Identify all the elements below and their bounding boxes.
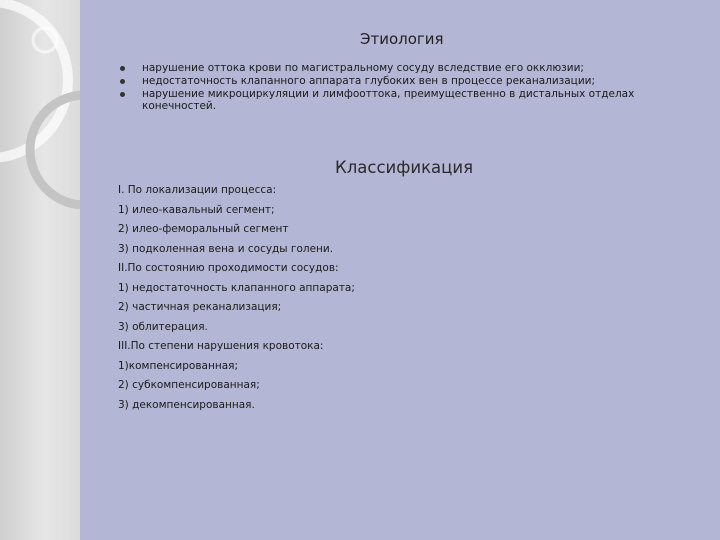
classification-title: Классификация [335, 158, 474, 177]
classification-line: 3) облитерация. [118, 320, 208, 333]
classification-list [118, 181, 355, 415]
classification-line: 1) недостаточность клапанного аппарата; [118, 281, 355, 294]
list-item-text: нарушение оттока крови по магистральному сосуду вследствие его окклюзии; [142, 62, 584, 74]
slide-content [80, 0, 720, 540]
list-item [120, 75, 710, 87]
classification-line: 2) илео-феморальный сегмент [118, 223, 289, 235]
decorative-side-panel [0, 0, 80, 540]
classification-line: 3) декомпенсированная. [118, 398, 255, 411]
list-item-text: нарушение микроциркуляции и лимфооттока, преимущественно в дистальных отделах конечностей. [142, 88, 635, 112]
decorative-ring-medium [30, 95, 80, 205]
list-item-text: недостаточность клапанного аппарата глубоких вен в процессе реканализации; [142, 75, 596, 87]
bullet-icon [120, 66, 125, 71]
classification-line: 2) частичная реканализация; [118, 301, 282, 313]
classification-line: I. По локализации процесса: [118, 184, 277, 196]
decorative-rings-graphic [0, 0, 80, 540]
etiology-list [120, 62, 710, 113]
classification-line: II.По состоянию проходимости сосудов: [118, 262, 339, 274]
list-item [120, 62, 710, 74]
etiology-title: Этиология [360, 30, 444, 48]
bullet-icon [120, 79, 125, 84]
classification-line: 1) илео-кавальный сегмент; [118, 203, 275, 216]
classification-line: III.По степени нарушения кровотока: [118, 340, 324, 352]
classification-line: 3) подколенная вена и сосуды голени. [118, 242, 334, 255]
list-item [120, 88, 710, 112]
bullet-icon [120, 92, 125, 97]
classification-line: 1)компенсированная; [118, 359, 238, 372]
classification-line: 2) субкомпенсированная; [118, 379, 260, 391]
